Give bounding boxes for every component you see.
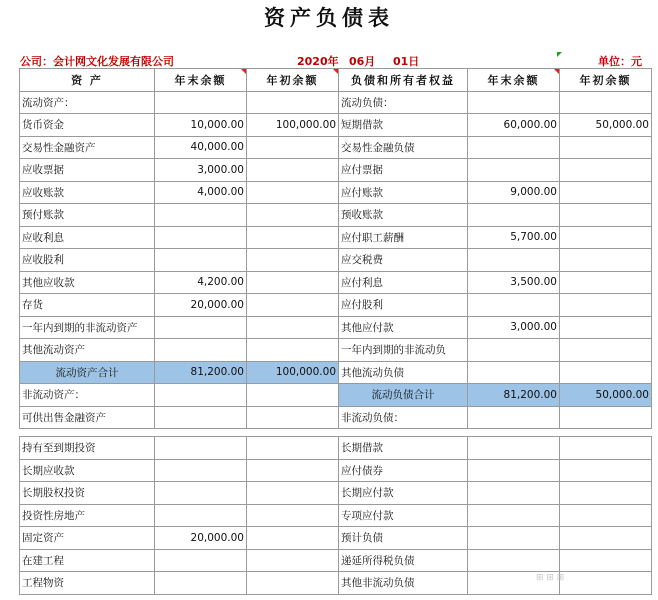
table-cell: 持有至到期投资 xyxy=(20,437,155,460)
table-cell xyxy=(468,459,560,482)
table-cell xyxy=(155,406,247,429)
table-cell xyxy=(468,294,560,317)
table-cell xyxy=(155,549,247,572)
table-cell xyxy=(155,482,247,505)
table-row xyxy=(20,339,652,362)
table-cell: 3,000.00 xyxy=(468,316,560,339)
table-cell: 20,000.00 xyxy=(155,294,247,317)
report-day: 01日 xyxy=(393,55,420,68)
table-cell: 交易性金融资产 xyxy=(20,136,155,159)
table-cell xyxy=(155,204,247,227)
table-row xyxy=(20,204,652,227)
table-cell: 9,000.00 xyxy=(468,181,560,204)
table-cell xyxy=(468,429,560,437)
table-cell: 固定资产 xyxy=(20,527,155,550)
table-cell: 工程物资 xyxy=(20,572,155,595)
table-cell xyxy=(560,91,652,114)
table-cell xyxy=(247,271,339,294)
table-cell xyxy=(560,429,652,437)
table-cell xyxy=(560,249,652,272)
table-cell: 非流动负债： xyxy=(339,406,468,429)
table-cell xyxy=(560,572,652,595)
table-cell xyxy=(20,429,155,437)
table-cell: 一年内到期的非流动资产 xyxy=(20,316,155,339)
table-cell: 81,200.00 xyxy=(155,361,247,384)
table-cell: 81,200.00 xyxy=(468,384,560,407)
table-cell: 100,000.00 xyxy=(247,114,339,137)
table-cell xyxy=(468,361,560,384)
table-cell xyxy=(560,406,652,429)
table-cell xyxy=(468,339,560,362)
table-cell xyxy=(247,316,339,339)
table-row xyxy=(20,437,652,460)
table-row xyxy=(20,159,652,182)
table-cell xyxy=(247,384,339,407)
table-cell: 应付账款 xyxy=(339,181,468,204)
table-cell xyxy=(247,459,339,482)
table-row xyxy=(20,429,652,437)
table-cell: 应收账款 xyxy=(20,181,155,204)
table-row xyxy=(20,294,652,317)
company-name: 公司：会计网文化发展有限公司 xyxy=(20,55,174,68)
table-cell: 长期借款 xyxy=(339,437,468,460)
table-cell xyxy=(468,437,560,460)
table-cell: 应收票据 xyxy=(20,159,155,182)
table-cell: 5,700.00 xyxy=(468,226,560,249)
table-cell: 投资性房地产 xyxy=(20,504,155,527)
table-cell xyxy=(155,459,247,482)
table-cell xyxy=(468,249,560,272)
page-title: 资产负债表 xyxy=(264,6,394,30)
table-cell: 10,000.00 xyxy=(155,114,247,137)
table-cell xyxy=(468,549,560,572)
table-cell xyxy=(560,549,652,572)
table-cell xyxy=(155,437,247,460)
table-cell xyxy=(560,136,652,159)
table-cell xyxy=(560,482,652,505)
table-cell: 流动资产： xyxy=(20,91,155,114)
table-cell: 交易性金融负债 xyxy=(339,136,468,159)
table-cell: 4,000.00 xyxy=(155,181,247,204)
column-header: 年初余额 xyxy=(560,69,652,92)
table-cell xyxy=(468,136,560,159)
table-cell xyxy=(155,91,247,114)
table-row xyxy=(20,527,652,550)
table-row xyxy=(20,406,652,429)
table-cell: 3,500.00 xyxy=(468,271,560,294)
table-cell xyxy=(247,504,339,527)
table-cell xyxy=(247,159,339,182)
table-cell xyxy=(155,429,247,437)
table-cell: 应付股利 xyxy=(339,294,468,317)
table-cell: 流动负债： xyxy=(339,91,468,114)
table-cell: 其他应收款 xyxy=(20,271,155,294)
table-cell xyxy=(560,339,652,362)
table-cell xyxy=(247,339,339,362)
table-row xyxy=(20,549,652,572)
table-cell: 应付票据 xyxy=(339,159,468,182)
balance-sheet-table xyxy=(19,68,652,595)
table-cell xyxy=(247,249,339,272)
table-cell xyxy=(560,459,652,482)
table-row xyxy=(20,504,652,527)
table-cell: 可供出售金融资产 xyxy=(20,406,155,429)
table-row xyxy=(20,114,652,137)
table-cell: 3,000.00 xyxy=(155,159,247,182)
table-cell xyxy=(468,504,560,527)
table-cell xyxy=(247,91,339,114)
table-cell: 递延所得税负债 xyxy=(339,549,468,572)
table-cell: 4,200.00 xyxy=(155,271,247,294)
table-cell xyxy=(247,181,339,204)
table-cell: 应收利息 xyxy=(20,226,155,249)
column-header: 负债和所有者权益 xyxy=(339,69,468,92)
table-cell: 100,000.00 xyxy=(247,361,339,384)
table-cell xyxy=(560,316,652,339)
header-row xyxy=(20,69,652,92)
table-row xyxy=(20,361,652,384)
table-row xyxy=(20,249,652,272)
table-cell xyxy=(468,406,560,429)
table-cell: 存货 xyxy=(20,294,155,317)
table-row xyxy=(20,136,652,159)
table-cell xyxy=(247,406,339,429)
table-row xyxy=(20,459,652,482)
table-cell xyxy=(155,226,247,249)
table-cell xyxy=(155,316,247,339)
table-cell: 短期借款 xyxy=(339,114,468,137)
table-cell: 其他非流动负债 xyxy=(339,572,468,595)
table-cell: 50,000.00 xyxy=(560,114,652,137)
table-cell: 长期应付款 xyxy=(339,482,468,505)
table-cell: 长期应收款 xyxy=(20,459,155,482)
table-cell: 在建工程 xyxy=(20,549,155,572)
table-row xyxy=(20,482,652,505)
watermark: ⊞ ⊞ ⊞ xyxy=(536,573,565,583)
table-cell xyxy=(468,482,560,505)
table-cell xyxy=(560,361,652,384)
table-cell xyxy=(468,204,560,227)
table-cell: 货币资金 xyxy=(20,114,155,137)
report-year: 2020年 xyxy=(297,55,339,68)
table-cell: 长期股权投资 xyxy=(20,482,155,505)
table-cell: 40,000.00 xyxy=(155,136,247,159)
table-cell: 应付职工薪酬 xyxy=(339,226,468,249)
table-cell: 一年内到期的非流动负 xyxy=(339,339,468,362)
table-cell xyxy=(560,504,652,527)
table-cell: 其他流动资产 xyxy=(20,339,155,362)
unit-label: 单位：元 xyxy=(598,55,642,68)
table-cell xyxy=(560,226,652,249)
table-cell xyxy=(247,549,339,572)
table-cell xyxy=(560,294,652,317)
column-header: 年末余额 xyxy=(468,69,560,92)
table-cell xyxy=(560,527,652,550)
table-cell: 专项应付款 xyxy=(339,504,468,527)
table-cell: 其他流动负债 xyxy=(339,361,468,384)
table-cell xyxy=(247,429,339,437)
table-cell xyxy=(247,226,339,249)
table-cell xyxy=(247,482,339,505)
table-row xyxy=(20,181,652,204)
table-cell: 60,000.00 xyxy=(468,114,560,137)
table-cell xyxy=(155,504,247,527)
table-cell: 流动负债合计 xyxy=(339,384,468,407)
table-row xyxy=(20,226,652,249)
table-cell xyxy=(560,181,652,204)
table-cell: 应付利息 xyxy=(339,271,468,294)
table-cell xyxy=(155,339,247,362)
table-cell: 预付账款 xyxy=(20,204,155,227)
table-cell: 其他应付款 xyxy=(339,316,468,339)
table-cell: 预收账款 xyxy=(339,204,468,227)
table-cell xyxy=(560,271,652,294)
table-cell: 预计负债 xyxy=(339,527,468,550)
table-row xyxy=(20,271,652,294)
table-cell: 20,000.00 xyxy=(155,527,247,550)
table-row xyxy=(20,384,652,407)
table-cell xyxy=(247,527,339,550)
table-cell: 非流动资产： xyxy=(20,384,155,407)
table-cell xyxy=(468,159,560,182)
table-row xyxy=(20,316,652,339)
table-cell xyxy=(247,294,339,317)
table-cell xyxy=(339,429,468,437)
column-header: 年末余额 xyxy=(155,69,247,92)
table-cell xyxy=(560,159,652,182)
table-cell xyxy=(468,527,560,550)
column-header: 年初余额 xyxy=(247,69,339,92)
table-cell xyxy=(155,572,247,595)
table-cell xyxy=(560,437,652,460)
table-cell xyxy=(247,437,339,460)
table-row xyxy=(20,91,652,114)
table-cell xyxy=(247,136,339,159)
table-cell xyxy=(155,384,247,407)
comment-flag-icon xyxy=(557,52,562,57)
table-cell: 流动资产合计 xyxy=(20,361,155,384)
table-cell xyxy=(247,204,339,227)
table-cell xyxy=(155,249,247,272)
table-cell xyxy=(560,204,652,227)
table-cell: 应付债券 xyxy=(339,459,468,482)
column-header: 资 产 xyxy=(20,69,155,92)
table-cell: 应交税费 xyxy=(339,249,468,272)
table-cell xyxy=(468,91,560,114)
table-cell: 应收股利 xyxy=(20,249,155,272)
report-month: 06月 xyxy=(349,55,376,68)
table-cell xyxy=(247,572,339,595)
table-cell: 50,000.00 xyxy=(560,384,652,407)
